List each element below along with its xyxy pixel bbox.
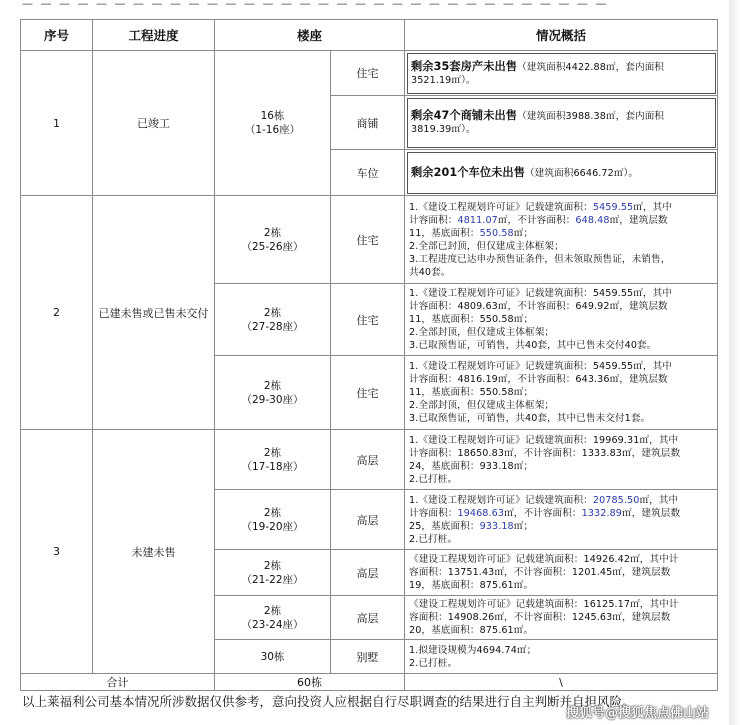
building-cell	[215, 550, 331, 596]
building-cell	[215, 196, 331, 284]
total-label: 合计	[21, 674, 215, 691]
unit-type: 车位	[331, 150, 405, 196]
summary-cell	[405, 150, 718, 196]
summary-line: 共40套。	[409, 266, 451, 278]
building-count: 2栋	[263, 446, 282, 459]
unit-type: 高层	[331, 490, 405, 550]
summary-line: 1.《建设工程规划许可证》记载建筑面积：20785.50㎡，其中	[409, 494, 679, 506]
summary-cell	[405, 490, 718, 550]
building-range: （29-30座）	[241, 393, 304, 406]
table-header-row	[21, 20, 718, 51]
summary-line: 3521.19㎡）。	[411, 74, 476, 86]
summary-line: 《建设工程规划许可证》记载建筑面积：14926.42㎡，其中计	[409, 554, 679, 565]
building-cell	[215, 490, 331, 550]
building-count: 2栋	[263, 604, 282, 617]
summary-lead: 剩余201个车位未出售	[411, 165, 525, 179]
cropped-header-line: — — — — — — — — — — — — — — — — — — — — — — — — — — — — — — — —	[22, 0, 609, 8]
development-status-table	[20, 19, 718, 691]
highlight-value: 1332.89	[581, 507, 622, 519]
table-row	[21, 430, 718, 490]
summary-line: （建筑面积3988.38㎡，套内面积	[517, 111, 665, 122]
summary-line: 19，基底面积：875.61㎡。	[409, 580, 534, 591]
summary-line: 2.已打桩。	[409, 473, 458, 485]
col-header-progress: 工程进度	[93, 20, 215, 51]
summary-line: 2.全部封顶，但仅建成主体框架；	[409, 327, 555, 338]
highlight-value: 648.48	[575, 214, 610, 226]
summary-line: 3.工程进度已达申办预售证条件，但未领取预售证，未销售，	[409, 253, 671, 265]
summary-line: 11，基底面积：550.58㎡；	[409, 387, 534, 398]
summary-cell	[405, 430, 718, 490]
summary-line: 11，基底面积：550.58㎡；	[409, 227, 534, 239]
highlight-value: 550.58	[479, 227, 514, 239]
summary-line: 计容面积：19468.63㎡，不计容面积：1332.89㎡，建筑层数	[409, 507, 681, 519]
summary-line: 1.《建设工程规划许可证》记载建筑面积：5459.55㎡，其中	[409, 361, 673, 372]
unit-type: 商铺	[331, 96, 405, 150]
summary-line: 2.全部封顶，但仅建成主体框架；	[409, 400, 555, 411]
summary-lead: 剩余47个商铺未出售	[411, 109, 518, 122]
col-header-no: 序号	[21, 20, 93, 51]
building-range: （19-20座）	[241, 520, 304, 533]
disclaimer-footnote: 以上莱福利公司基本情况所涉数据仅供参考，意向投资人应根据自行尽职调查的结果进行自主判断并自担风险。	[22, 694, 635, 709]
total-summary: \	[405, 674, 718, 691]
summary-cell	[405, 284, 718, 356]
building-count: 2栋	[263, 379, 282, 392]
highlight-value: 5459.55	[592, 201, 634, 213]
summary-line: 《建设工程规划许可证》记载建筑面积：16125.17㎡，其中计	[409, 599, 679, 610]
row-no: 2	[21, 196, 93, 430]
summary-line: 容面积：13751.43㎡，不计容面积：1201.45㎡，建筑层数	[409, 567, 671, 578]
building-cell	[215, 596, 331, 640]
summary-line: 3.已取预售证，可销售，共40套，其中已售未交付40套。	[409, 340, 657, 351]
row-progress: 已竣工	[93, 51, 215, 196]
building-count: 16栋	[260, 110, 285, 122]
unit-type: 住宅	[331, 356, 405, 430]
summary-cell	[405, 550, 718, 596]
total-buildings: 60栋	[215, 674, 405, 691]
highlight-value: 933.18	[479, 520, 514, 532]
unit-type: 高层	[331, 430, 405, 490]
summary-line: 3.已取预售证，可销售，共40套，其中已售未交付1套。	[409, 413, 651, 424]
summary-cell	[405, 196, 718, 284]
summary-cell	[405, 51, 718, 96]
col-header-building: 楼座	[215, 20, 405, 51]
building-count: 2栋	[263, 506, 282, 519]
summary-line: 计容面积：18650.83㎡，不计容面积：1333.83㎡，建筑层数	[409, 447, 681, 459]
row-progress: 已建未售或已售未交付	[93, 196, 215, 430]
unit-type: 住宅	[331, 51, 405, 96]
summary-line: 24，基底面积：933.18㎡；	[409, 460, 534, 472]
summary-line: 1.《建设工程规划许可证》记载建筑面积：5459.55㎡，其中	[409, 288, 673, 299]
summary-line: 11，基底面积：550.58㎡；	[409, 314, 534, 325]
summary-line: 计容面积：4809.63㎡，不计容面积：649.92㎡，建筑层数	[409, 301, 668, 312]
row-progress: 未建未售	[93, 430, 215, 674]
building-cell	[215, 356, 331, 430]
unit-type: 别墅	[331, 640, 405, 674]
summary-line: 1.拟建设规模为4694.74㎡；	[409, 644, 537, 656]
building-range: （21-22座）	[241, 573, 304, 586]
unit-type: 住宅	[331, 196, 405, 284]
building-cell	[215, 430, 331, 490]
summary-cell	[405, 640, 718, 674]
summary-cell	[405, 596, 718, 640]
building-range: （23-24座）	[241, 618, 304, 631]
table-row	[21, 196, 718, 284]
source-watermark: 搜狐号@搜狐焦点佛山站	[566, 706, 710, 721]
table-row	[21, 51, 718, 96]
summary-line: 25，基底面积：933.18㎡；	[409, 520, 534, 532]
summary-line: 2.已打桩。	[409, 533, 458, 545]
summary-line: 2.已打桩。	[409, 657, 458, 669]
building-range: （1-16座）	[244, 124, 301, 136]
unit-type: 高层	[331, 550, 405, 596]
summary-line: 计容面积：4811.07㎡，不计容面积：648.48㎡，建筑层数	[409, 214, 668, 226]
row-no: 3	[21, 430, 93, 674]
unit-type: 住宅	[331, 284, 405, 356]
row-no: 1	[21, 51, 93, 196]
highlight-value: 4811.07	[457, 214, 498, 226]
summary-line: 1.《建设工程规划许可证》记载建筑面积：19969.31㎡，其中	[409, 434, 679, 446]
summary-line: 1.《建设工程规划许可证》记载建筑面积：5459.55㎡，其中	[409, 201, 673, 213]
summary-lead: 剩余35套房产未出售	[411, 59, 518, 73]
total-row	[21, 674, 718, 691]
building-cell	[215, 51, 331, 196]
building-range: （17-18座）	[241, 460, 304, 473]
building-count: 2栋	[263, 226, 282, 239]
building-count: 30栋	[260, 650, 285, 663]
building-count: 2栋	[263, 559, 282, 572]
summary-line: 2.全部已封顶，但仅建成主体框架；	[409, 240, 564, 252]
building-cell	[215, 284, 331, 356]
building-range: （27-28座）	[241, 320, 304, 333]
summary-line: （建筑面积4422.88㎡，套内面积	[517, 61, 665, 73]
summary-cell	[405, 356, 718, 430]
summary-line: 容面积：14908.26㎡，不计容面积：1245.63㎡，建筑层数	[409, 612, 671, 623]
building-range: （25-26座）	[241, 240, 304, 253]
col-header-summary: 情况概括	[405, 20, 718, 51]
summary-line: 20，基底面积：875.61㎡。	[409, 625, 534, 636]
building-count: 2栋	[263, 306, 282, 319]
summary-cell	[405, 96, 718, 150]
summary-line: 计容面积：4816.19㎡，不计容面积：643.36㎡，建筑层数	[409, 374, 668, 385]
building-cell	[215, 640, 331, 674]
highlight-value: 20785.50	[592, 494, 640, 506]
page-edge-shadow	[729, 0, 740, 725]
summary-line: 3819.39㎡）。	[411, 124, 476, 135]
summary-line: （建筑面积6646.72㎡）。	[524, 167, 639, 179]
unit-type: 高层	[331, 596, 405, 640]
highlight-value: 19468.63	[457, 507, 505, 519]
